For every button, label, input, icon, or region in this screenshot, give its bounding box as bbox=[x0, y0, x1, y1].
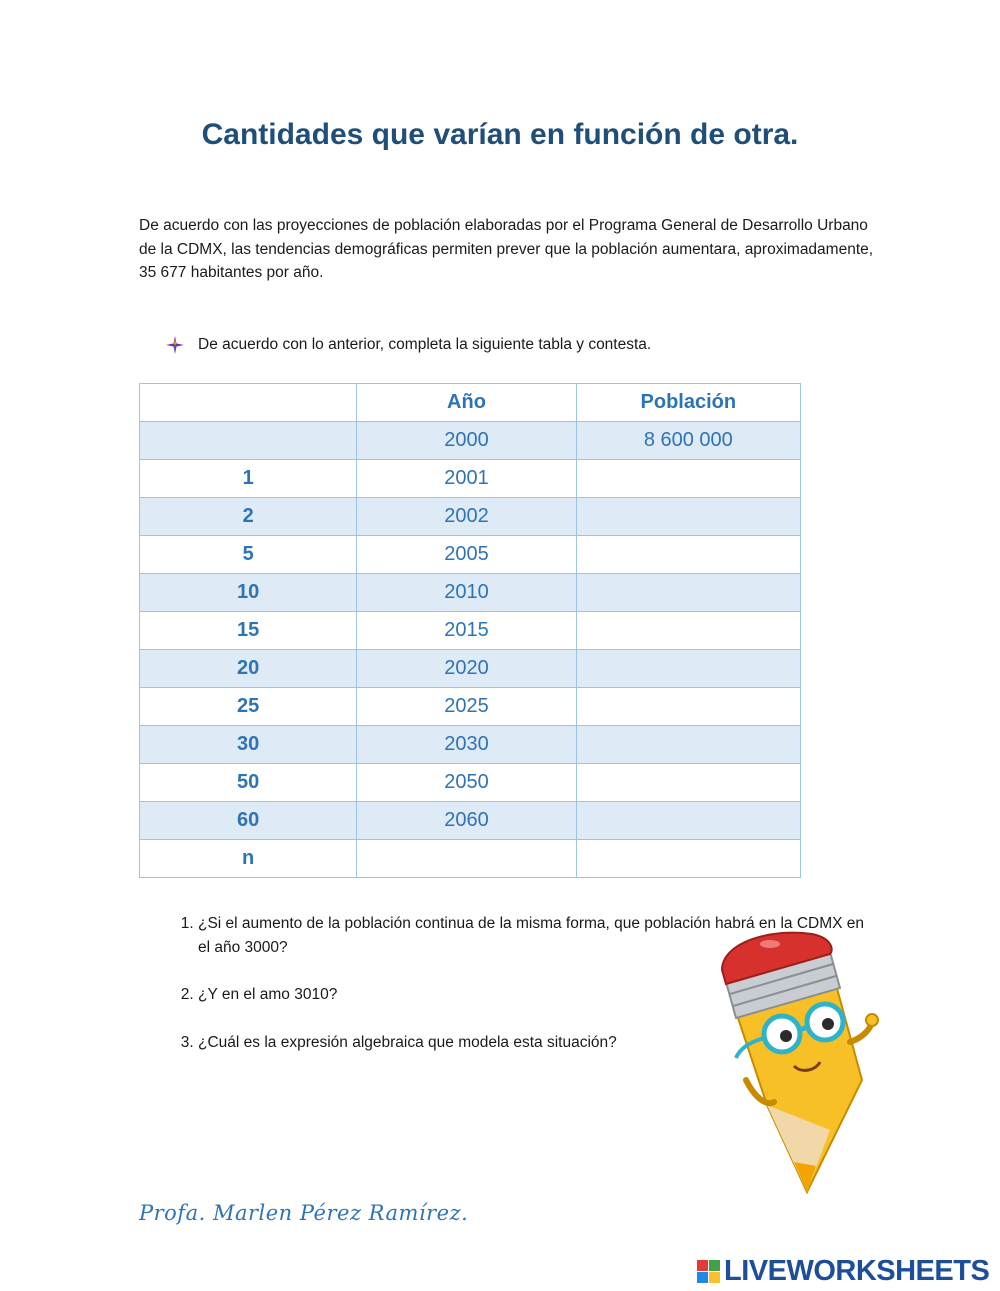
table-row bbox=[140, 612, 801, 650]
cell-n: 25 bbox=[140, 688, 357, 726]
page-title: Cantidades que varían en función de otra. bbox=[201, 118, 799, 151]
cell-population[interactable] bbox=[576, 764, 800, 802]
cell-year: 2030 bbox=[357, 726, 576, 764]
cell-year: 2025 bbox=[357, 688, 576, 726]
cell-population[interactable]: 8 600 000 bbox=[576, 422, 800, 460]
table-row bbox=[140, 536, 801, 574]
cell-population[interactable] bbox=[576, 802, 800, 840]
instruction bbox=[166, 336, 651, 354]
header-population: Población bbox=[576, 384, 800, 422]
cell-year: 2000 bbox=[357, 422, 576, 460]
cell-year: 2015 bbox=[357, 612, 576, 650]
cell-n: 60 bbox=[140, 802, 357, 840]
population-table bbox=[139, 383, 801, 878]
cell-year: 2002 bbox=[357, 498, 576, 536]
liveworksheets-logo bbox=[697, 1255, 989, 1288]
instruction-text: De acuerdo con lo anterior, completa la siguiente tabla y contesta. bbox=[198, 336, 652, 353]
cell-population[interactable] bbox=[576, 536, 800, 574]
cell-year: 2005 bbox=[357, 536, 576, 574]
logo-text: LIVEWORKSHEETS bbox=[724, 1255, 990, 1287]
table-row bbox=[140, 764, 801, 802]
cell-population[interactable] bbox=[576, 460, 800, 498]
cell-year[interactable] bbox=[357, 840, 576, 878]
table-row bbox=[140, 460, 801, 498]
cell-population[interactable] bbox=[576, 688, 800, 726]
question-item: 2. ¿Y en el amo 3010? bbox=[198, 983, 878, 1007]
header-year: Año bbox=[357, 384, 576, 422]
intro-paragraph: De acuerdo con las proyecciones de población elaboradas por el Programa General de Desarrollo Urbano de la CDMX, las tendencias demográficas permiten prever que la población aumentara, aproximadamente, 35 677 habitantes por año. bbox=[139, 217, 874, 281]
cell-n: 20 bbox=[140, 650, 357, 688]
cell-n: 10 bbox=[140, 574, 357, 612]
table-row bbox=[140, 498, 801, 536]
teacher-signature: Profa. Marlen Pérez Ramírez. bbox=[139, 1201, 469, 1225]
cell-year: 2001 bbox=[357, 460, 576, 498]
cell-n bbox=[140, 422, 357, 460]
logo-block-v bbox=[697, 1272, 708, 1283]
cell-n: 2 bbox=[140, 498, 357, 536]
logo-blocks-icon bbox=[697, 1260, 720, 1283]
cell-year: 2010 bbox=[357, 574, 576, 612]
cell-n: 1 bbox=[140, 460, 357, 498]
cell-n: 30 bbox=[140, 726, 357, 764]
question-item: 1. ¿Si el aumento de la población continua de la misma forma, que población habrá en la CDMX en el año 3000? bbox=[198, 912, 878, 959]
cell-n: n bbox=[140, 840, 357, 878]
cell-population[interactable] bbox=[576, 574, 800, 612]
cell-n: 15 bbox=[140, 612, 357, 650]
cell-n: 50 bbox=[140, 764, 357, 802]
cell-population[interactable] bbox=[576, 612, 800, 650]
cell-population[interactable] bbox=[576, 726, 800, 764]
table-row bbox=[140, 422, 801, 460]
table-row bbox=[140, 802, 801, 840]
table-row bbox=[140, 688, 801, 726]
table-row bbox=[140, 840, 801, 878]
logo-block-l bbox=[697, 1260, 708, 1271]
table-row bbox=[140, 650, 801, 688]
table-row bbox=[140, 574, 801, 612]
table-row bbox=[140, 726, 801, 764]
four-point-star-bullet-icon bbox=[166, 336, 184, 354]
cell-population[interactable] bbox=[576, 840, 800, 878]
cell-n: 5 bbox=[140, 536, 357, 574]
cell-population[interactable] bbox=[576, 498, 800, 536]
pencil-mascot-illustration bbox=[712, 930, 892, 1200]
question-item: 3. ¿Cuál es la expresión algebraica que modela esta situación? bbox=[198, 1031, 878, 1055]
table-header-row bbox=[140, 384, 801, 422]
header-n bbox=[140, 384, 357, 422]
cell-year: 2060 bbox=[357, 802, 576, 840]
logo-block-i bbox=[709, 1260, 720, 1271]
logo-block-e bbox=[709, 1272, 720, 1283]
cell-year: 2020 bbox=[357, 650, 576, 688]
cell-population[interactable] bbox=[576, 650, 800, 688]
cell-year: 2050 bbox=[357, 764, 576, 802]
